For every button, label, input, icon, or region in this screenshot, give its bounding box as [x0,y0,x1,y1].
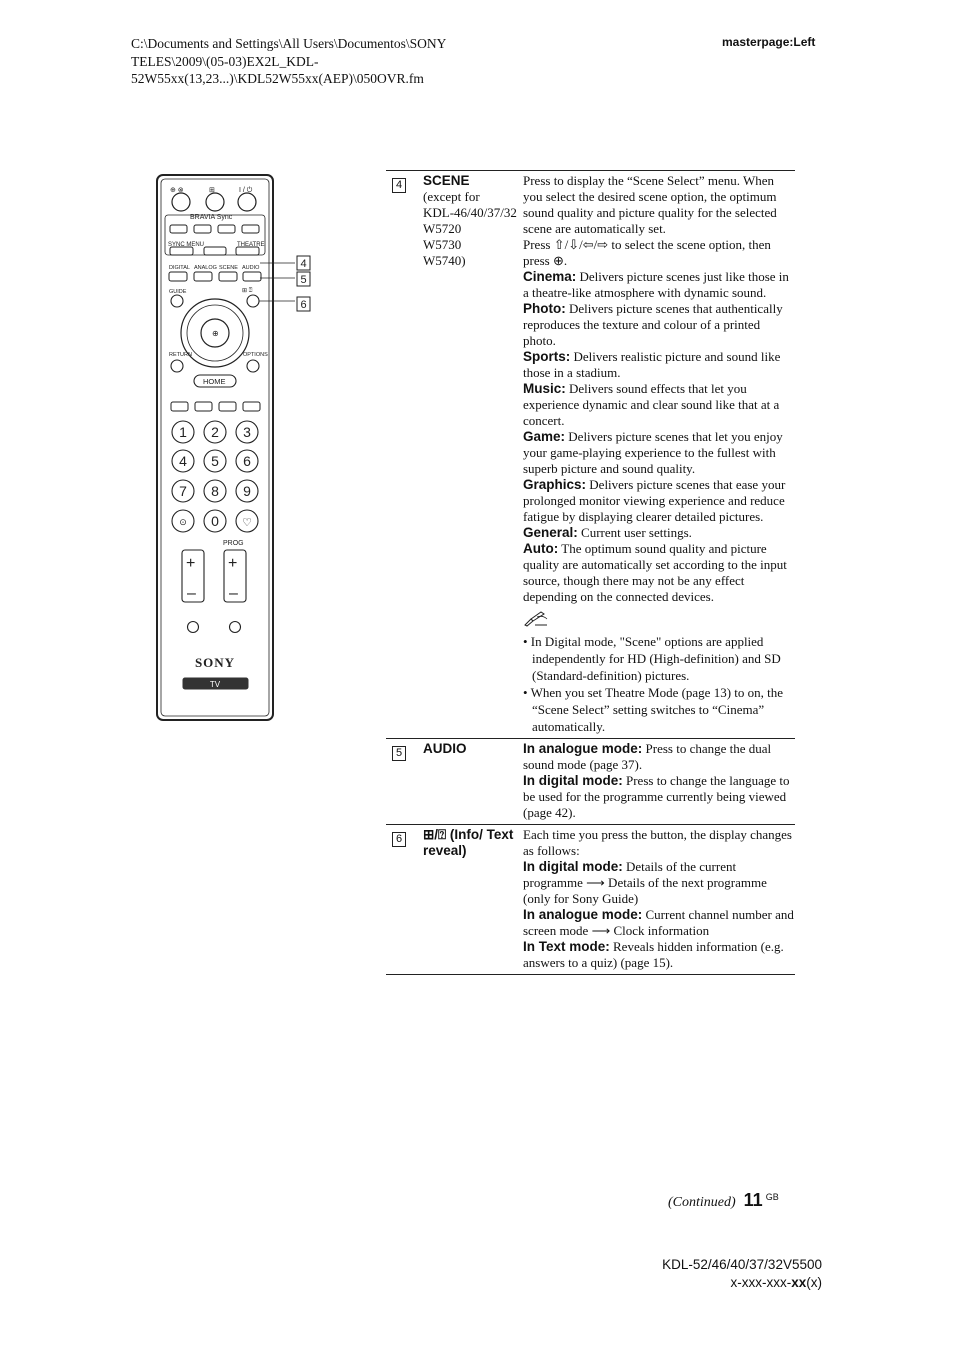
model-exception: W5720 [423,221,462,236]
list-item: Sports: Delivers realistic picture and sound like those in a stadium. [523,349,781,380]
button-description-table [386,170,795,975]
svg-text:+: + [228,555,238,572]
row-number: 6 [392,832,406,847]
page-number: 11 [743,1190,763,1210]
description-text: Press ⇧/⇩/⇦/⇨ to select the scene option, then press ⊕. [523,237,771,268]
list-item: Graphics: Delivers picture scenes that ease your prolonged monitor viewing experience and reduce fatigue by displaying clearer detailed pictures. [523,477,786,524]
list-item: In digital mode: Details of the current programme ⟶ Details of the next programme (only for Sony Guide) [523,859,767,906]
svg-text:–: – [229,585,238,602]
svg-text:⊕ ⊗: ⊕ ⊗ [170,187,184,194]
description-text: Press to display the “Scene Select” menu. When you select the desired scene option, the optimum sound quality and picture quality for the selected scene are automatically set. [523,173,777,236]
file-path-line: 52W55xx(13,23...)\KDL52W55xx(AEP)\050OVR.fm [131,71,424,86]
home-label: HOME [203,377,226,386]
description-text: Each time you press the button, the display changes as follows: [523,827,792,858]
note-bullet: • In Digital mode, "Scene" options are applied independently for HD (High-definition) and SD (Standard-definition) pictures. [523,634,781,683]
digit-0: 0 [211,513,219,529]
callout-4: 4 [300,258,307,270]
bravia-sync-label: BRAVIA Sync [190,214,233,221]
list-item: General: Current user settings. [523,525,692,540]
remote-control-illustration [150,170,320,725]
callout-6: 6 [300,299,307,311]
button-name: AUDIO [423,741,467,756]
power-label: I / ⏻ [239,187,253,194]
row-number: 5 [392,746,406,761]
file-path-line: C:\Documents and Settings\All Users\Documentos\SONY [131,36,447,51]
digit-8: 8 [211,483,219,499]
digit-6: 6 [243,453,251,469]
brand-label: SONY [194,655,236,670]
digit-2: 2 [211,424,219,440]
note-pencil-icon [523,611,795,631]
model-exception: KDL-46/40/37/32 [423,205,517,220]
page-footer [668,1190,779,1211]
audio-label: AUDIO [242,265,260,271]
list-item: Photo: Delivers picture scenes that authentically reproduces the texture and colour of a printed photo. [523,301,783,348]
tv-label: TV [209,680,221,689]
theatre-label: THEATRE [237,242,265,248]
list-item: In analogue mode: Press to change the dual sound mode (page 37). [523,741,772,772]
model-number: KDL-52/46/40/37/32V5500 [662,1257,822,1272]
return-label: RETURN [169,352,192,358]
page-suffix: GB [765,1192,779,1203]
digit-5: 5 [211,453,219,469]
model-exception: W5730 [423,237,462,252]
list-item: Game: Delivers picture scenes that let you enjoy your game-playing experience to the fullest with superb picture and sound quality. [523,429,783,476]
svg-text:⊙: ⊙ [179,517,187,527]
svg-text:–: – [187,585,196,602]
prog-label: PROG [223,540,244,547]
digit-3: 3 [243,424,251,440]
model-exception: (except for [423,189,480,204]
list-item: Cinema: Delivers picture scenes just like those in a theatre-like atmosphere with dynamic sound. [523,269,789,300]
scene-label: SCENE [219,265,238,271]
masterpage-label: masterpage:Left [722,35,816,49]
digit-4: 4 [179,453,187,469]
list-item: In digital mode: Press to change the language to be used for the programme currently being viewed (page 42). [523,773,790,820]
digit-7: 7 [179,483,187,499]
analog-label: ANALOG [194,265,217,271]
callout-5: 5 [300,274,307,286]
svg-text:+: + [186,555,196,572]
file-path [131,35,551,88]
digital-label: DIGITAL [169,265,190,271]
row-number: 4 [392,178,406,193]
list-item: Music: Delivers sound effects that let you experience dynamic and clear sound like that at a concert. [523,381,780,428]
svg-text:⊞: ⊞ [209,187,215,194]
svg-text:⊕: ⊕ [212,329,219,338]
digit-1: 1 [179,424,187,440]
part-number: x-xxx-xxx-xx(x) [730,1275,822,1290]
options-label: OPTIONS [243,352,268,358]
table-row [386,739,795,825]
note-bullet: • When you set Theatre Mode (page 13) to on, the “Scene Select” setting switches to “Cinema” automatically. [523,685,784,734]
svg-text:⊞ ⍰: ⊞ ⍰ [242,288,253,294]
svg-text:♡: ♡ [242,517,252,529]
sync-menu-label: SYNC MENU [168,242,205,248]
list-item: Auto: The optimum sound quality and picture quality are automatically set according to the input source, though there may not be any effect depending on the connected devices. [523,541,787,604]
digit-9: 9 [243,483,251,499]
list-item: In analogue mode: Current channel number and screen mode ⟶ Clock information [523,907,794,938]
list-item: In Text mode: Reveals hidden information (e.g. answers to a quiz) (page 15). [523,939,784,970]
button-name: ⊞/⍰ (Info/ Text reveal) [423,827,514,858]
model-exception: W5740) [423,253,466,268]
guide-label: GUIDE [169,289,187,295]
model-info [662,1256,822,1292]
file-path-line: TELES\2009\(05-03)EX2L_KDL- [131,53,319,69]
table-row [386,825,795,975]
table-row [386,171,795,739]
continued-label: (Continued) [668,1195,736,1210]
button-name: SCENE [423,173,470,188]
